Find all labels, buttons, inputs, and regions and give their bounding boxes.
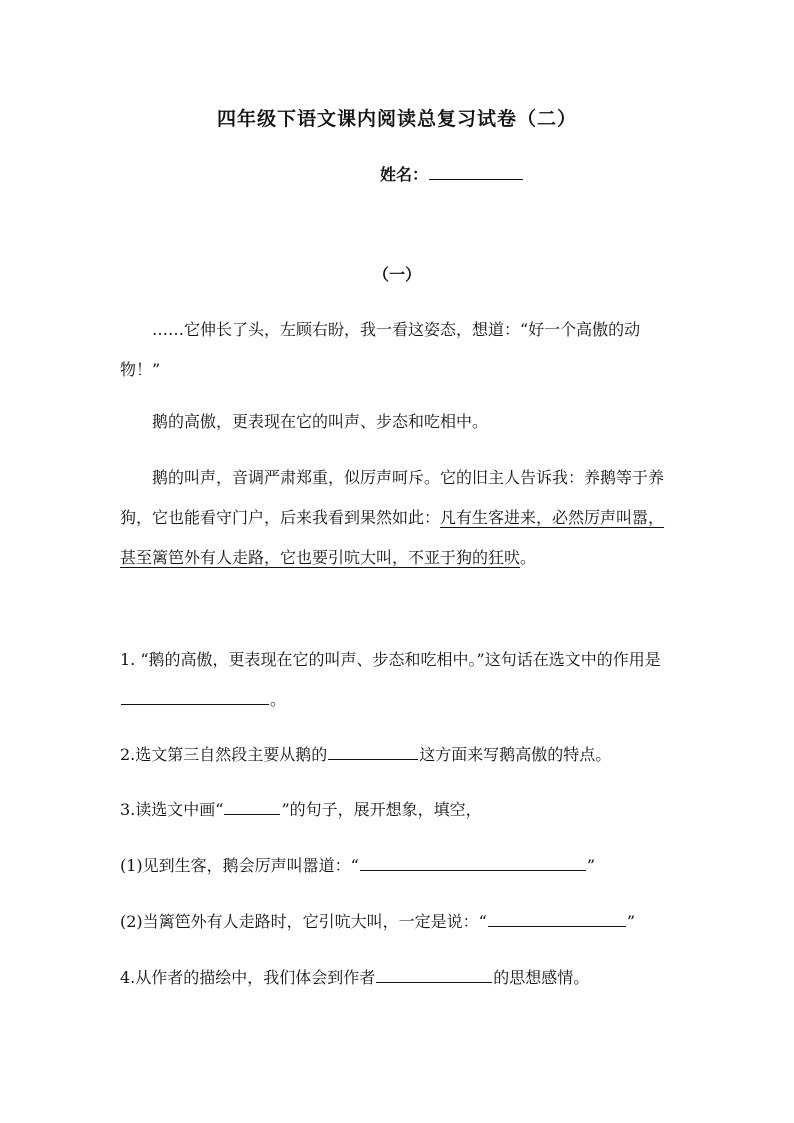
section-heading: （一）	[372, 265, 421, 284]
question-3-underline-sample	[224, 798, 280, 815]
question-3-1-end: ”	[586, 856, 596, 875]
name-label: 姓名：	[380, 165, 429, 184]
name-blank[interactable]	[429, 163, 523, 180]
question-3	[120, 790, 680, 830]
question-3-1-blank[interactable]	[360, 854, 586, 871]
paragraph-3-plain: 鹅的叫声，音调严肃郑重，似厉声呵斥。它的旧主人告诉我：养鹅等于养狗，它也能看守门户，后来我看到果然如此：	[120, 468, 665, 527]
question-1-end: 。	[270, 690, 287, 709]
question-1-blank[interactable]	[121, 688, 269, 705]
question-3-2-text: (2)当篱笆外有人走路时，它引吭大叫，一定是说：“	[120, 912, 487, 931]
passage-paragraph-2: 鹅的高傲，更表现在它的叫声、步态和吃相中。	[152, 412, 489, 431]
question-4-text: 4.从作者的描绘中，我们体会到作者	[120, 968, 376, 987]
paragraph-3-end: 。	[520, 548, 537, 567]
question-3-1	[120, 846, 680, 886]
page-title: 四年级下语文课内阅读总复习试卷（二）	[216, 108, 577, 130]
question-2-blank[interactable]	[328, 743, 418, 760]
name-field	[380, 162, 524, 185]
passage-paragraph-1: ……它伸长了头，左顾右盼，我一看这姿态，想道：“好一个高傲的动物！”	[120, 320, 641, 379]
question-2-text-end: 这方面来写鹅高傲的特点。	[419, 745, 612, 764]
question-2-text: 2.选文第三自然段主要从鹅的	[120, 745, 328, 764]
question-4-text-end: 的思想感情。	[493, 968, 590, 987]
passage-paragraph-3	[120, 458, 680, 578]
question-2	[120, 735, 680, 775]
question-1	[120, 640, 680, 720]
question-1-text: 1. “鹅的高傲，更表现在它的叫声、步态和吃相中。”这句话在选文中的作用是	[120, 650, 661, 669]
question-3-text: 3.读选文中画“	[120, 800, 224, 819]
question-3-2-end: ”	[626, 912, 636, 931]
question-4-blank[interactable]	[376, 966, 492, 983]
question-3-text-end: ”的句子，展开想象，填空，	[281, 800, 482, 819]
question-4	[120, 958, 680, 998]
question-3-1-text: (1)见到生客，鹅会厉声叫嚣道：“	[120, 856, 359, 875]
question-3-2-blank[interactable]	[488, 910, 626, 927]
question-3-2	[120, 902, 680, 942]
underlined-sentence: 凡有生客进来，必然厉声叫嚣，甚至篱笆外有人走路，它也要引吭大叫，不亚于狗的狂吠	[120, 508, 665, 567]
